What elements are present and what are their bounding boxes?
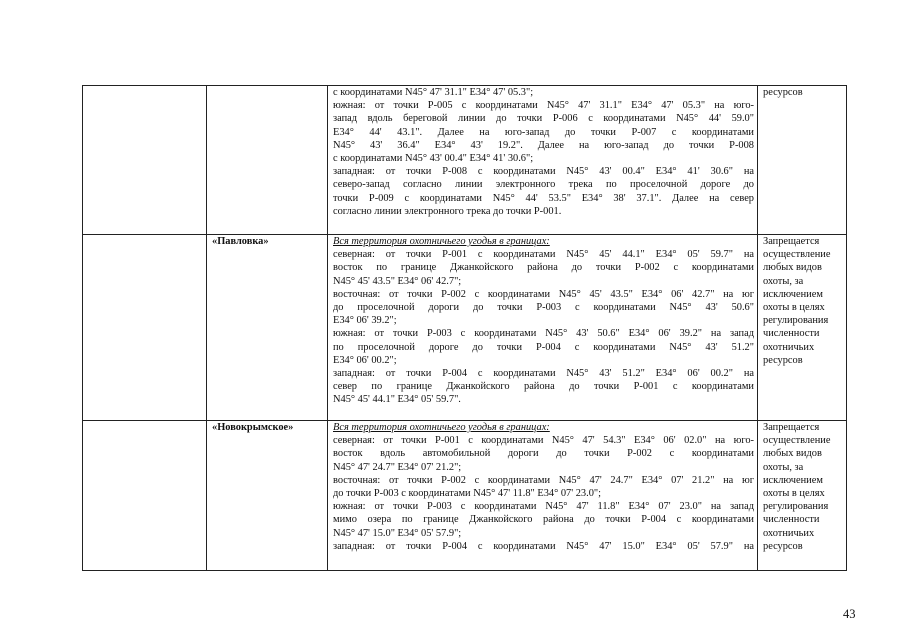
table-row (83, 86, 847, 235)
boundary-text-line: восток вдоль автомобильной дороги до точки Р-002 с координатами (333, 448, 754, 460)
restriction-note (758, 235, 847, 421)
boundary-text-line: N45° 47' 15.0" E34° 05' 57.9"; (333, 527, 462, 539)
restriction-note-line: охоты в целях (763, 488, 825, 500)
boundary-text-line: мимо озера по границе Джанкойского района до точки Р-004 с координатами (333, 514, 754, 526)
restriction-note-line: любых видов (763, 448, 822, 460)
boundary-text-line: северная: от точки Р-001 с координатами N45° 47' 54.3" E34° 06' 02.0" на юго- (333, 435, 754, 447)
restriction-note-line: охоты, за (763, 461, 804, 473)
restriction-note-line: охоты в целях (763, 302, 825, 314)
row-number-cell (83, 86, 207, 235)
restriction-note-line: любых видов (763, 262, 822, 274)
boundary-text-line: точки Р-009 с координатами N45° 44' 53.5" E34° 38' 37.1". Далее на север (333, 192, 754, 204)
row-number-cell (83, 235, 207, 421)
boundary-text-line: восток по границе Джанкойского района до точки Р-002 с координатами (333, 262, 754, 274)
restriction-note-line: осуществление (763, 435, 831, 447)
boundary-text-line: N45° 43' 36.4" E34° 43' 19.2". Далее на юго-запад до точки Р-008 (333, 139, 754, 151)
hunting-grounds-table (82, 85, 847, 571)
restriction-note-line: Запрещается (763, 236, 820, 247)
boundary-text-line: южная: от точки Р-003 с координатами N45° 43' 50.6" E34° 06' 39.2" на запад (333, 328, 754, 340)
restriction-note-line: ресурсов (763, 87, 803, 98)
restriction-note-line: численности (763, 514, 820, 526)
hunting-ground-name: «Павловка» (207, 235, 328, 421)
restriction-note-line: исключением (763, 288, 823, 300)
boundary-text-line: с координатами N45° 47' 31.1" E34° 47' 05.3"; (333, 87, 534, 98)
table-body (83, 86, 847, 571)
boundary-header: Вся территория охотничьего угодья в границах: (333, 236, 550, 247)
boundary-description (328, 235, 758, 421)
boundary-text-line: южная: от точки Р-003 с координатами N45° 47' 11.8" E34° 07' 23.0" на запад (333, 501, 754, 513)
table-row (83, 235, 847, 421)
boundary-text-line: E34° 44' 43.1". Далее на юго-запад до точки Р-007 с координатами (333, 126, 754, 138)
boundary-text-line: север по границе Джанкойского района до точки Р-001 с координатами (333, 381, 754, 393)
restriction-note-line: численности (763, 328, 820, 340)
row-number-cell (83, 421, 207, 571)
restriction-note-line: охотничьих (763, 341, 815, 353)
restriction-note (758, 86, 847, 235)
boundary-text-line: согласно линии электронного трека до точки Р-001. (333, 205, 562, 217)
boundary-text-line: по проселочной дороге до точки Р-004 с координатами N45° 43' 51.2" (333, 341, 754, 353)
boundary-text-line: с координатами N45° 43' 00.4" E34° 41' 30.6"; (333, 153, 534, 165)
restriction-note (758, 421, 847, 571)
boundary-text-line: северная: от точки Р-001 с координатами N45° 45' 44.1" E34° 05' 59.7" на (333, 249, 754, 261)
boundary-text-line: E34° 06' 00.2"; (333, 354, 397, 366)
boundary-text-line: N45° 45' 44.1" E34° 05' 59.7". (333, 394, 461, 406)
hunting-ground-name: «Новокрымское» (207, 421, 328, 571)
boundary-text-line: восточная: от точки Р-002 с координатами N45° 47' 24.7" E34° 07' 21.2" на юг (333, 474, 754, 486)
restriction-note-line: исключением (763, 474, 823, 486)
restriction-note-line: осуществление (763, 249, 831, 261)
restriction-note-line: ресурсов (763, 540, 803, 552)
page-number: 43 (843, 607, 856, 621)
restriction-note-line: ресурсов (763, 354, 803, 366)
boundary-text-line: N45° 47' 24.7" E34° 07' 21.2"; (333, 461, 462, 473)
restriction-note-line: регулирования (763, 501, 829, 513)
restriction-note-line: регулирования (763, 315, 829, 327)
boundary-text-line: южная: от точки Р-005 с координатами N45° 47' 31.1" E34° 47' 05.3" на юго- (333, 100, 754, 112)
boundary-text-line: западная: от точки Р-008 с координатами N45° 43' 00.4" E34° 41' 30.6" на (333, 166, 754, 178)
restriction-note-line: Запрещается (763, 422, 820, 433)
boundary-description (328, 421, 758, 571)
boundary-text-line: до точки Р-003 с координатами N45° 47' 11.8" E34° 07' 23.0"; (333, 488, 602, 500)
boundary-text-line: западная: от точки Р-004 с координатами N45° 47' 15.0" E34° 05' 57.9" на (333, 540, 754, 552)
boundary-text-line: N45° 45' 43.5" E34° 06' 42.7"; (333, 275, 462, 287)
boundary-text-line: западная: от точки Р-004 с координатами N45° 43' 51.2" E34° 06' 00.2" на (333, 368, 754, 380)
restriction-note-line: охоты, за (763, 275, 804, 287)
table-row (83, 421, 847, 571)
boundary-header: Вся территория охотничьего угодья в границах: (333, 422, 550, 433)
boundary-text-line: восточная: от точки Р-002 с координатами N45° 45' 43.5" E34° 06' 42.7" на юг (333, 288, 754, 300)
restriction-note-line: охотничьих (763, 527, 815, 539)
boundary-text-line: северо-запад согласно линии электронного трека по проселочной дороге до (333, 179, 754, 191)
boundary-text-line: до проселочной дороги до точки Р-003 с координатами N45° 43' 50.6" (333, 302, 754, 314)
hunting-ground-name (207, 86, 328, 235)
boundary-description (328, 86, 758, 235)
boundary-text-line: запад вдоль береговой линии до точки Р-006 с координатами N45° 44' 59.0" (333, 113, 754, 125)
boundary-text-line: E34° 06' 39.2"; (333, 315, 397, 327)
